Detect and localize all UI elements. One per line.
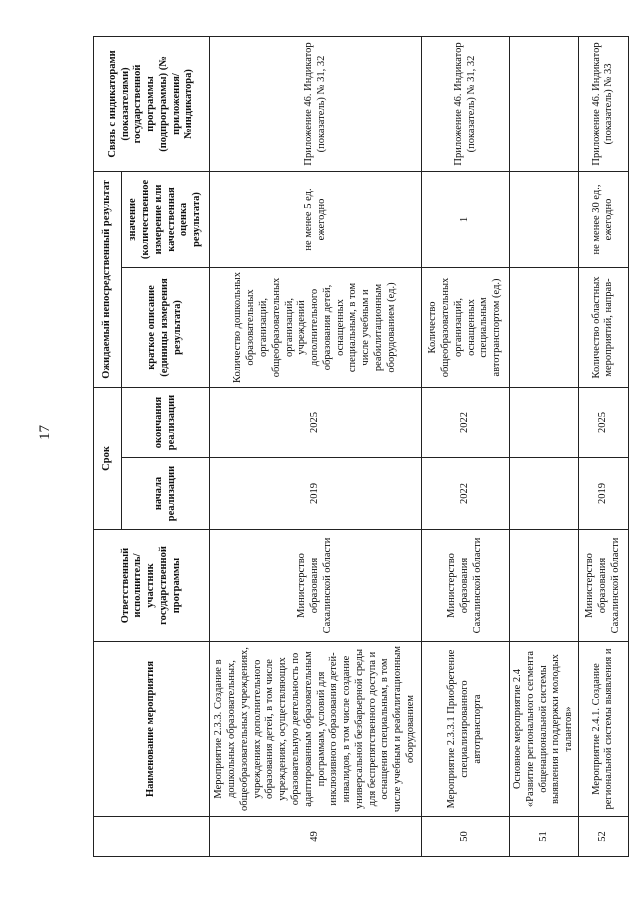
row-link: Приложение 46. Индикатор (показатель) № 33 [578,36,628,171]
table-row [422,36,510,856]
row-name: Мероприятие 2.3.3. Создание в дошкольных образовательных, общеобразовательных учреждениях, учреждениях дополнительного образования детей, в том числе учреждениях, осуществляющих образовательную деятельность по адаптированным образовательным программам, условий для инклюзивного образования детей-инвалидов, в том числе создание универсальной безбарьерной среды для беспрепятственного доступа и оснащения специальным, в том числе учебным и реабилитационным оборудованием [210,642,422,817]
row-desc: Количество областных мероприятий, направ- [578,267,628,387]
table-row [578,36,628,856]
row-start: 2019 [578,458,628,530]
row-responsible: Министерство образования Сахалинской области [422,530,510,642]
header-result-desc: краткое описание (единицы измерения результата) [122,267,210,387]
row-num: 49 [210,817,422,857]
header-term-end: окончания реализации [122,387,210,457]
table-row [210,36,422,856]
header-term: Срок [94,387,122,529]
header-responsible: Ответственный исполнитель/участник государственной программы [94,530,210,642]
row-start: 2019 [210,458,422,530]
row-end: 2022 [422,387,510,457]
row-link: Приложение 46. Индикатор (показатель) № 31, 32 [210,36,422,171]
row-name: Мероприятие 2.3.3.1 Приобретение специализированного автотранспорта [422,642,510,817]
row-value: не менее 5 ед. ежегодно [210,171,422,267]
row-end: 2025 [578,387,628,457]
row-link [510,36,579,171]
row-responsible: Министерство образования Сахалинской области [210,530,422,642]
measures-table [93,36,629,857]
header-row-1 [94,36,122,856]
row-name: Основное мероприятие 2.4 «Развитие регионального сегмента общенациональной системы выявления и поддержки молодых талантов» [510,642,579,817]
rotated-table-wrapper [93,37,623,857]
row-value: 1 [422,171,510,267]
row-desc: Количество общеобразовательных организаций, оснащенных специальным автотранспортом (ед.) [422,267,510,387]
row-link: Приложение 46. Индикатор (показатель) № 31, 32 [422,36,510,171]
row-start: 2022 [422,458,510,530]
row-desc [510,267,579,387]
header-result: Ожидаемый непосредственный результат [94,171,122,387]
row-end: 2025 [210,387,422,457]
header-name: Наименование мероприятия [94,642,210,817]
row-num: 50 [422,817,510,857]
row-responsible [510,530,579,642]
row-value [510,171,579,267]
row-start [510,458,579,530]
header-num [94,817,210,857]
header-term-start: начала реализации [122,458,210,530]
row-responsible: Министерство образования Сахалинской области [578,530,628,642]
row-desc: Количество дошкольных образовательных организаций, общеобразовательных организаций, учреждений дополнительного образования детей, оснащенных специальным, в том числе учебным и реабилитационным оборудованием (ед.) [210,267,422,387]
row-end [510,387,579,457]
row-num: 51 [510,817,579,857]
row-value: не менее 30 ед., ежегодно [578,171,628,267]
page-number: 17 [37,425,53,440]
table-row [510,36,579,856]
header-result-value: значение (количественное измерение или качественная оценка результата) [122,171,210,267]
row-num: 52 [578,817,628,857]
row-name: Мероприятие 2.4.1. Создание региональной системы выявления и [578,642,628,817]
header-link: Связь с индикаторами (показателями) государственной программы (подпрограммы) (№ приложения/№индикатора) [94,36,210,171]
